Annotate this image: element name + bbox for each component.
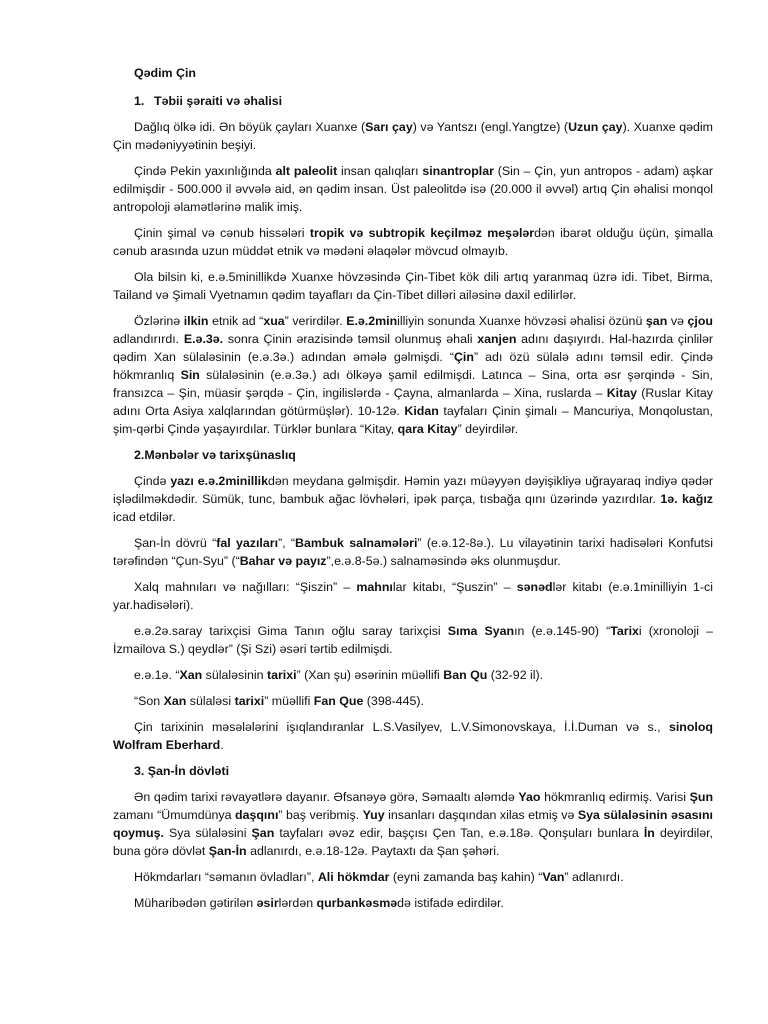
bold-text: Van bbox=[542, 870, 565, 884]
text-run: ” baş veribmiş. bbox=[278, 808, 363, 822]
section-number: 1. bbox=[134, 94, 145, 108]
section-heading-text: 3. Şan-İn dövləti bbox=[134, 764, 230, 778]
bold-text: çjou bbox=[687, 314, 713, 328]
bold-text: E.ə.2min bbox=[346, 314, 398, 328]
section-heading-text: Təbii şəraiti və əhalisi bbox=[154, 94, 283, 108]
bold-text: Xan bbox=[179, 668, 203, 682]
bold-text: sənəd bbox=[516, 580, 553, 594]
text-run: Çində bbox=[134, 474, 171, 488]
text-run: Hökmdarları “səmanın övladları”, bbox=[134, 870, 318, 884]
bold-text: 1ə. kağız bbox=[660, 492, 713, 506]
bold-text: Sya sülaləsinin əsasını qoymuş. bbox=[113, 808, 717, 840]
paragraph bbox=[113, 894, 713, 912]
text-run: Müharibədən gətirilən bbox=[134, 896, 257, 910]
section-heading bbox=[134, 92, 713, 110]
bold-text: qurbankəsmə bbox=[316, 896, 398, 910]
bold-text: Yuy bbox=[362, 808, 385, 822]
text-run: adını daşıyırdı. Hal-hazırda çinlilər qədim Xan sülaləsinin (e.ə.3ə.) adından əmələ gəlmişdi. “ bbox=[113, 332, 717, 364]
text-run: ) və Yantszı (engl.Yangtze) ( bbox=[412, 120, 569, 134]
text-run: (398-445). bbox=[363, 694, 424, 708]
bold-text: daşqını bbox=[235, 808, 279, 822]
bold-text: ilkin bbox=[183, 314, 209, 328]
text-run: Dağlıq ölkə idi. Ən böyük çayları Xuanxe ( bbox=[134, 120, 366, 134]
text-run: ” müəllifi bbox=[264, 694, 314, 708]
text-run: Sya sülaləsini bbox=[163, 826, 252, 840]
paragraph bbox=[113, 534, 717, 570]
bold-text: Kidan bbox=[404, 404, 439, 418]
text-run: (Sin – Çin, yun antropos - adam) aşkar edilmişdir - 500.000 il əvvələ aid, ən qədim insan. Üst paleolitdə isə (20.000 il əvvəl) artıq Çin əhalisi monqol antropoloji əlamətlərinə malik imiş. bbox=[113, 164, 717, 214]
bold-text: yazı e.ə.2minillik bbox=[170, 474, 269, 488]
bold-text: Kitay bbox=[606, 386, 637, 400]
text-run: sonra Çinin ərazisində təmsil olunmuş əhali bbox=[223, 332, 478, 346]
text-run: ). Xuanxe qədim Çin mədəniyyətinin beşiyi. bbox=[113, 120, 717, 152]
text-run: zamanı “Ümumdünya bbox=[113, 790, 717, 822]
text-run: i (xronoloji – İzmailova S.) qeydlər” (Şi Szi) əsəri tərtib edilmişdi. bbox=[113, 624, 717, 656]
bold-text: sinoloq Wolfram Eberhard bbox=[113, 720, 717, 752]
paragraph bbox=[113, 868, 713, 886]
text-run: ”, “ bbox=[278, 536, 296, 550]
paragraph bbox=[113, 268, 717, 304]
text-run: ” adı özü sülalə adını təmsil edir. Çində hökmranlıq bbox=[113, 350, 717, 382]
text-run: Özlərinə bbox=[134, 314, 184, 328]
bold-text: Xan bbox=[163, 694, 187, 708]
paragraph bbox=[113, 472, 717, 526]
bold-text: Şun bbox=[689, 790, 714, 804]
text-run: . bbox=[220, 738, 224, 752]
text-run: Çin tarixinin məsələlərini işıqlandıranlar L.S.Vasilyev, L.V.Simonovskaya, İ.İ.Duman və s., bbox=[134, 720, 669, 734]
bold-text: mahnı bbox=[356, 580, 393, 594]
bold-text: Yao bbox=[518, 790, 541, 804]
text-run: lərdən bbox=[278, 896, 317, 910]
text-run: sülaləsi bbox=[186, 694, 235, 708]
bold-text: Sarı çay bbox=[365, 120, 413, 134]
text-run: illiyin sonunda Xuanxe hövzəsi əhalisi özünü bbox=[397, 314, 646, 328]
bold-text: E.ə.3ə. bbox=[183, 332, 224, 346]
bold-text: Çin bbox=[453, 350, 474, 364]
bold-text: tropik və subtropik keçilməz meşələr bbox=[309, 226, 535, 240]
text-run: ” adlanırdı. bbox=[564, 870, 624, 884]
bold-text: Şan bbox=[251, 826, 275, 840]
text-run: sülaləsinin bbox=[202, 668, 267, 682]
paragraph bbox=[113, 718, 717, 754]
bold-text: fal yazıları bbox=[216, 536, 279, 550]
text-run: “Son bbox=[134, 694, 164, 708]
paragraph bbox=[113, 578, 717, 614]
bold-text: Uzun çay bbox=[568, 120, 623, 134]
bold-text: Sin bbox=[180, 368, 200, 382]
text-run: Şan-İn dövrü “ bbox=[134, 536, 217, 550]
section-heading-text: 2.Mənbələr və tarixşünaslıq bbox=[134, 448, 296, 462]
bold-text: sinantroplar bbox=[422, 164, 494, 178]
bold-text: alt paleolit bbox=[275, 164, 338, 178]
text-run: etnik ad “ bbox=[208, 314, 264, 328]
paragraph bbox=[113, 162, 717, 216]
text-run: lar kitabı, “Şuszin” – bbox=[392, 580, 517, 594]
paragraph bbox=[113, 788, 717, 860]
paragraph bbox=[113, 312, 717, 438]
text-run: ”,e.ə.8-5ə.) salnaməsində əks olunmuşdur. bbox=[326, 554, 561, 568]
text-run: tayfaları Çinin şimalı – Mancuriya, Monqolustan, şim-qərbi Çində yaşayırdılar. Türklər bunlara “Kitay, bbox=[113, 404, 717, 436]
text-run: də istifadə edirdilər. bbox=[397, 896, 504, 910]
text-run: insanları daşqından xilas etmiş və bbox=[384, 808, 578, 822]
bold-text: Ban Qu bbox=[443, 668, 488, 682]
document-page bbox=[113, 64, 717, 920]
bold-text: Bahar və payız bbox=[239, 554, 327, 568]
bold-text: əsir bbox=[256, 896, 279, 910]
text-run: Ən qədim tarixi rəvayətlərə dayanır. Əfsanəyə görə, Səmaaltı aləmdə bbox=[134, 790, 519, 804]
text-run: ” verirdilər. bbox=[284, 314, 347, 328]
text-run: adlanırdı, e.ə.18-12ə. Paytaxtı da Şan şəhəri. bbox=[246, 844, 500, 858]
text-run: (eyni zamanda baş kahin) “ bbox=[389, 870, 543, 884]
text-run: Ola bilsin ki, e.ə.5minillikdə Xuanxe hövzəsində Çin-Tibet kök dili artıq yaranmaq üzrə idi. Tibet, Birma, Tailand və Şimali Vyetnamın qədim tayafları da Çin-Tibet dilləri ailəsinə daxil edilirlər. bbox=[113, 270, 717, 302]
bold-text: Bambuk salnamələri bbox=[295, 536, 418, 550]
text-run: sülaləsinin (e.ə.3ə.) adı ölkəyə şamil edilmişdi. Latınca – Sina, orta əsr şərqində - Sin, fransızca – Şin, müasir şərqdə - Çin, ingilislərdə - Çayna, almanlarda – Xina, ruslarda – bbox=[113, 368, 717, 400]
text-run: ” deyirdilər. bbox=[457, 422, 519, 436]
text-run: deyirdilər, buna görə dövlət bbox=[113, 826, 717, 858]
bold-text: Ali hökmdar bbox=[317, 870, 390, 884]
text-run: icad etdilər. bbox=[113, 492, 717, 524]
bold-text: Sıma Syan bbox=[447, 624, 515, 638]
text-run: tayfaları əvəz edir, başçısı Çen Tan, e.ə.18ə. Qonşuları bunlara bbox=[274, 826, 644, 840]
document-title: Qədim Çin bbox=[134, 66, 196, 80]
text-run: Çində Pekin yaxınlığında bbox=[134, 164, 276, 178]
text-run: e.ə.2ə.saray tarixçisi Gima Tanın oğlu saray tarixçisi bbox=[134, 624, 448, 638]
bold-text: qara Kitay bbox=[397, 422, 458, 436]
section-heading bbox=[134, 762, 713, 780]
text-run: hökmranlıq edirmiş. Varisi bbox=[540, 790, 690, 804]
bold-text: şan bbox=[645, 314, 668, 328]
bold-text: tarixi bbox=[266, 668, 297, 682]
paragraph bbox=[113, 692, 713, 710]
bold-text: Tarix bbox=[610, 624, 639, 638]
paragraph bbox=[113, 118, 717, 154]
text-run: lər kitabı (e.ə.1minilliyin 1-ci yar.hadisələri). bbox=[113, 580, 717, 612]
section-heading bbox=[134, 446, 713, 464]
text-run: dən meydana gəlmişdir. Həmin yazı müəyyən dəyişikliyə uğrayaraq indiyə qədər işlədilməkdədir. Sümük, tunc, bambuk ağac lövhələri, ipək parça, tısbağa qını üzərində yazırdılar. bbox=[113, 474, 717, 506]
text-run: adlandırırdı. bbox=[113, 314, 717, 346]
text-run: dən ibarət olduğu üçün, şimalla cənub arasında uzun müddət etnik və mədəni əlaqələr mövcud olmayıb. bbox=[113, 226, 717, 258]
text-run: və bbox=[667, 314, 688, 328]
bold-text: xanjen bbox=[477, 332, 517, 346]
bold-text: xua bbox=[263, 314, 285, 328]
paragraph bbox=[113, 622, 717, 658]
text-run: (32-92 il). bbox=[487, 668, 544, 682]
bold-text: Şan-İn bbox=[208, 844, 247, 858]
text-run: ın (e.ə.145-90) “ bbox=[514, 624, 611, 638]
text-run: Çinin şimal və cənub hissələri bbox=[134, 226, 310, 240]
bold-text: Fan Que bbox=[313, 694, 364, 708]
paragraph bbox=[113, 666, 713, 684]
text-run: ” (Xan şu) əsərinin müəllifi bbox=[296, 668, 444, 682]
text-run: (Ruslar Kitay adını Orta Asiya xalqlarından götürmüşlər). 10-12ə. bbox=[113, 386, 717, 418]
text-run: ” (e.ə.12-8ə.). Lu vilayətinin tarixi hadisələri Konfutsi tərəfindən “Çun-Syu” (“ bbox=[113, 536, 717, 568]
text-run: Xalq mahnıları və nağılları: “Şiszin” – bbox=[134, 580, 357, 594]
text-run: insan qalıqları bbox=[337, 164, 423, 178]
bold-text: İn bbox=[643, 826, 655, 840]
paragraph bbox=[113, 224, 717, 260]
document-body bbox=[113, 92, 717, 912]
text-run: e.ə.1ə. “ bbox=[134, 668, 180, 682]
bold-text: tarixi bbox=[234, 694, 265, 708]
